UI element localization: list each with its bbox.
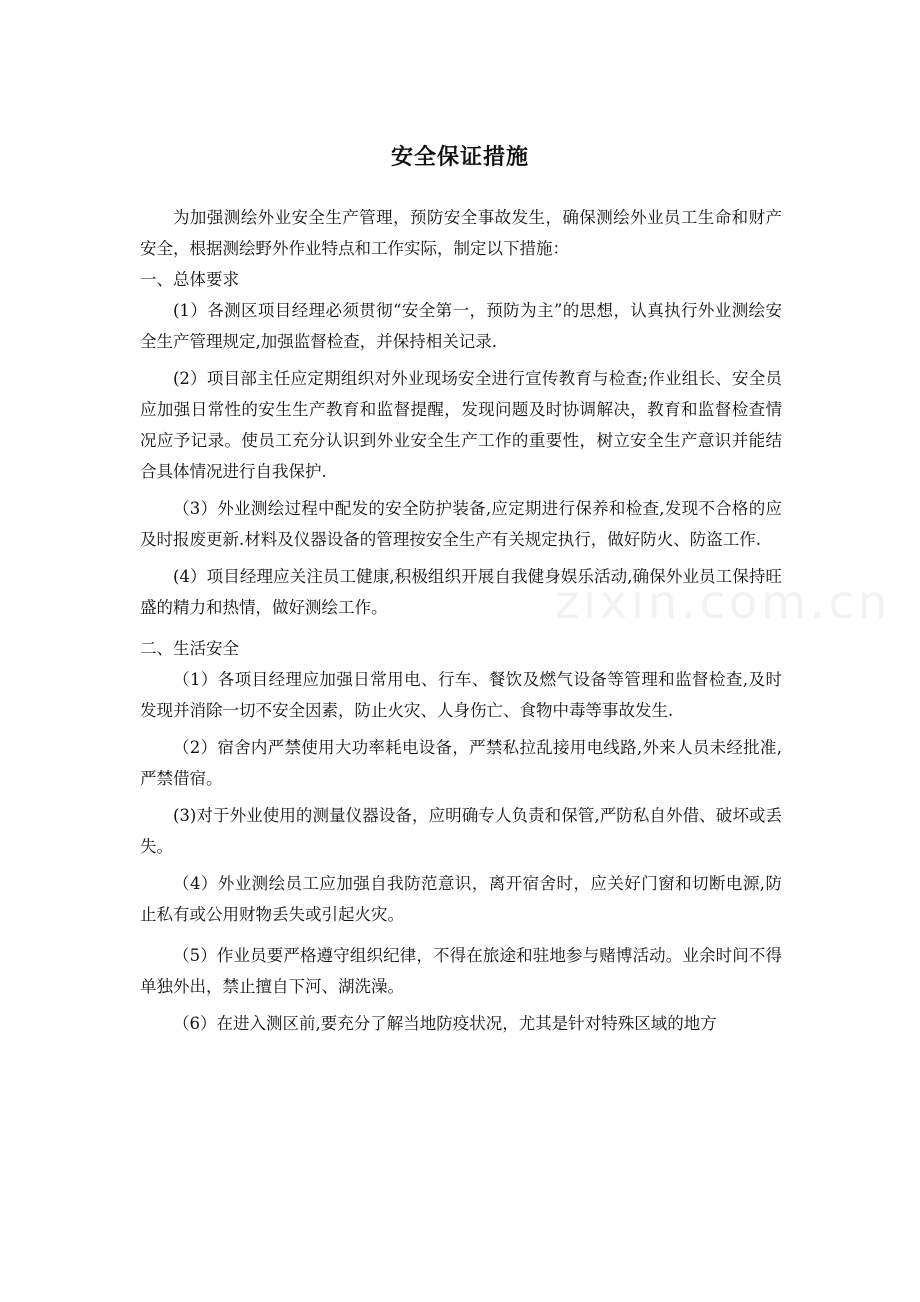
- section-heading-2: 二、生活安全: [140, 639, 239, 658]
- section-1-item-4: (4）项目经理应关注员工健康,积极组织开展自我健身娱乐活动,确保外业员工保持旺盛的精力和热情，做好测绘工作。: [140, 567, 782, 617]
- section-1-item-2: (2）项目部主任应定期组织对外业现场安全进行宣传教育与检查;作业组长、安全员应加强日常性的安生生产教育和监督提醒，发现问题及时协调解决，教育和监督检查情况应予记录。使员工充分认识到外业安全生产工作的重要性，树立安全生产意识并能结合具体情况进行自我保护.: [140, 369, 782, 481]
- section-2-item-3: (3)对于外业使用的测量仪器设备，应明确专人负责和保管,严防私自外借、破坏或丢失。: [140, 806, 782, 856]
- section-1-item-1: (1）各测区项目经理必须贯彻“安全第一，预防为主”的思想，认真执行外业测绘安全生产管理规定,加强监督检查，并保持相关记录.: [140, 301, 782, 351]
- watermark-text: zixin.com.cn: [555, 575, 892, 629]
- section-1-item-3: （3）外业测绘过程中配发的安全防护装备,应定期进行保养和检查,发现不合格的应及时报废更新.材料及仪器设备的管理按安全生产有关规定执行，做好防火、防盗工作.: [140, 499, 782, 549]
- section-2-item-1: （1）各项目经理应加强日常用电、行车、餐饮及燃气设备等管理和监督检查,及时发现并消除一切不安全因素，防止火灾、人身伤亡、食物中毒等事故发生.: [140, 670, 782, 720]
- section-2-item-4: （4）外业测绘员工应加强自我防范意识，离开宿舍时，应关好门窗和切断电源,防止私有或公用财物丢失或引起火灾。: [140, 874, 782, 924]
- section-2-item-2: （2）宿舍内严禁使用大功率耗电设备，严禁私拉乱接用电线路,外来人员未经批准,严禁借宿。: [140, 738, 782, 788]
- intro-paragraph: 为加强测绘外业安全生产管理，预防安全事故发生，确保测绘外业员工生命和财产安全，根据测绘野外作业特点和工作实际，制定以下措施：: [140, 208, 782, 258]
- section-heading-1: 一、总体要求: [140, 270, 239, 289]
- section-2-item-5: （5）作业员要严格遵守组织纪律，不得在旅途和驻地参与赌博活动。业余时间不得单独外出，禁止擅自下河、湖洗澡。: [140, 946, 782, 996]
- section-2-item-6: （6）在进入测区前,要充分了解当地防疫状况，尤其是针对特殊区域的地方: [173, 1014, 717, 1033]
- document-title: 安全保证措施: [390, 145, 529, 170]
